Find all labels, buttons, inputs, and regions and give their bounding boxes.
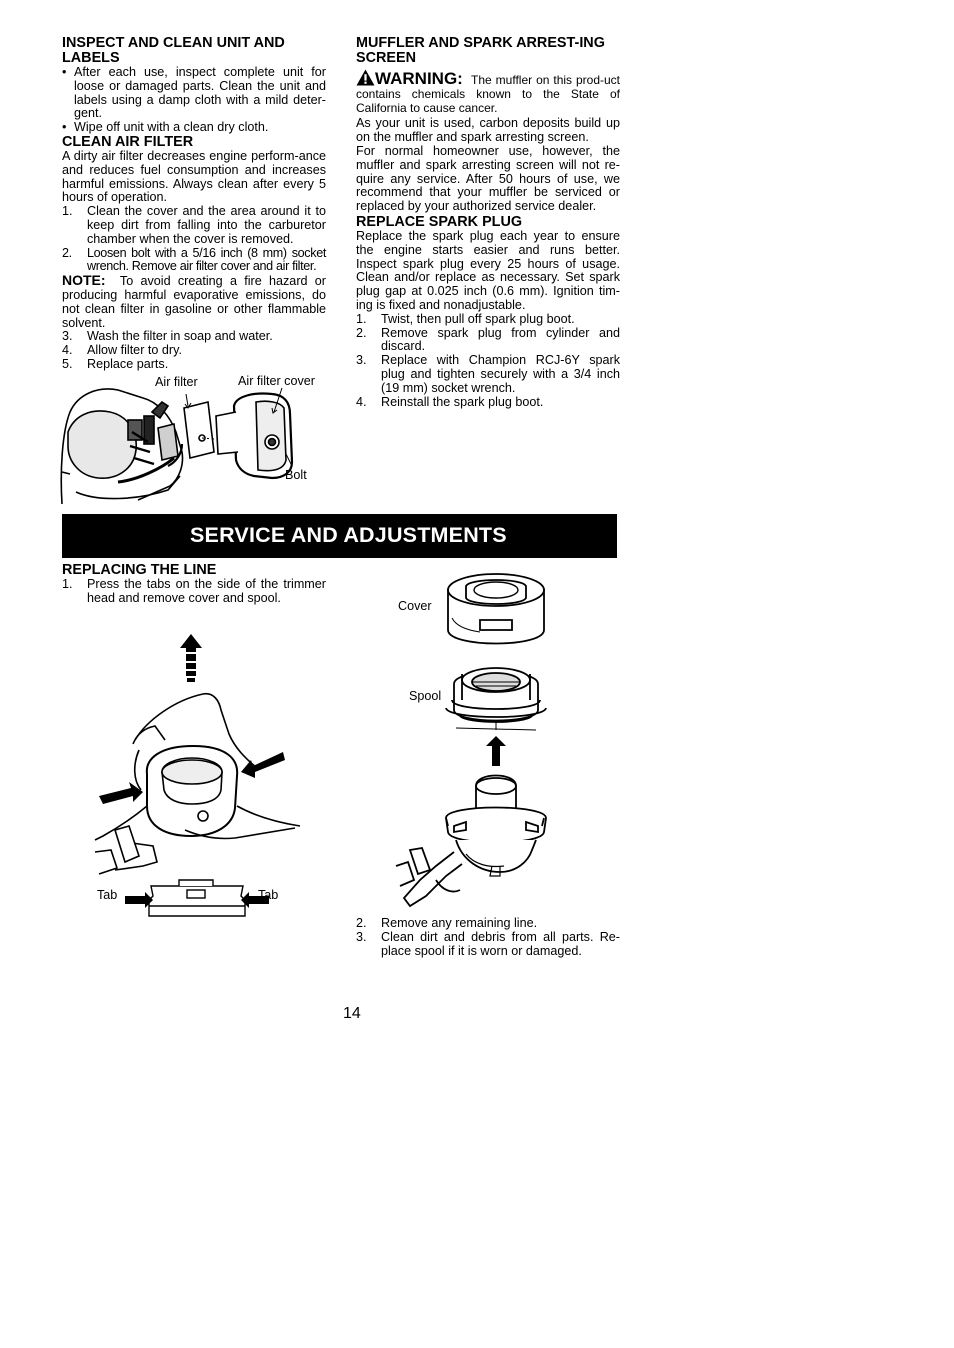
list-item: 5. Replace parts. bbox=[62, 356, 169, 371]
warning-label: WARNING: bbox=[375, 69, 463, 88]
muffler-para-2: For normal homeowner use, however, the muffler and spark arresting screen will not re-quire any service. After 50 hours of use, we recommend that your muffler be serviced or replaced by your authorized service dealer. bbox=[356, 143, 620, 214]
section-banner bbox=[62, 514, 617, 558]
replacing-line-step-1 bbox=[62, 578, 326, 606]
air-filter-label: Air filter bbox=[155, 375, 198, 389]
air-filter-steps-continued bbox=[62, 330, 326, 371]
section-title: SERVICE AND ADJUSTMENTS bbox=[190, 523, 507, 547]
left-column bbox=[62, 36, 326, 372]
list-item: 2. Remove any remaining line. bbox=[356, 916, 538, 930]
spark-plug-intro: Replace the spark plug each year to ensure the engine starts easier and runs better. Inspect spark plug every 25 hours of usage. Clean and/or replace as necessary. Set spark plug gap at 0.025 inch (0.6 mm). Ignition tim-ing is fixed and nonadjustable. bbox=[356, 228, 620, 312]
air-filter-intro: A dirty air filter decreases engine perform-ance and reduces fuel consumption and increases harmful emissions. Always clean after every 5 hours of operation. bbox=[62, 148, 326, 205]
air-filter-heading: CLEAN AIR FILTER bbox=[62, 133, 194, 150]
list-item: 1. Twist, then pull off spark plug boot. bbox=[356, 311, 575, 326]
muffler-heading: MUFFLER AND SPARK ARREST-ING SCREEN bbox=[356, 35, 605, 66]
tab-right-label: Tab bbox=[258, 888, 279, 902]
replacing-line-steps bbox=[356, 917, 620, 958]
page-number: 14 bbox=[343, 1005, 361, 1022]
list-item: 1. Clean the cover and the area around it to keep dirt from falling into the carburetor chamber when the cover is removed. bbox=[62, 204, 326, 246]
cover-spool-illustration bbox=[396, 560, 576, 908]
list-item: 2. Loosen bolt with a 5/16 inch (8 mm) socket wrench. Remove air filter cover and air filter. bbox=[62, 245, 326, 274]
list-item: • After each use, inspect complete unit for loose or damaged parts. Clean the unit and labels using a damp cloth with a mild deter-gent. bbox=[62, 66, 326, 121]
bolt-label: Bolt bbox=[285, 468, 307, 482]
air-filter-illustration bbox=[58, 372, 333, 504]
cover-label: Cover bbox=[398, 599, 432, 613]
inspect-list bbox=[62, 66, 326, 135]
list-item: 3. Clean dirt and debris from all parts. Re-place spool if it is worn or damaged. bbox=[356, 929, 620, 958]
trimmer-head-illustration bbox=[95, 630, 300, 930]
warning-paragraph bbox=[356, 69, 620, 115]
inspect-heading: INSPECT AND CLEAN UNIT AND LABELS bbox=[62, 35, 285, 66]
spark-plug-heading: REPLACE SPARK PLUG bbox=[356, 213, 523, 230]
list-item: 1. Press the tabs on the side of the trimmer head and remove cover and spool. bbox=[62, 577, 326, 605]
list-item: 4. Allow filter to dry. bbox=[62, 343, 182, 358]
muffler-para-1: As your unit is used, carbon deposits build up on the muffler and spark arresting screen. bbox=[356, 116, 620, 145]
tab-left-label: Tab bbox=[97, 888, 118, 902]
air-filter-drawing bbox=[58, 372, 333, 504]
right-column bbox=[356, 36, 620, 409]
list-item: 3. Replace with Champion RCJ-6Y spark plug and tighten securely with a 3/4 inch (19 mm) socket wrench. bbox=[356, 353, 620, 395]
list-item: 3. Wash the filter in soap and water. bbox=[62, 329, 273, 344]
spark-plug-steps bbox=[356, 313, 620, 410]
air-filter-steps bbox=[62, 205, 326, 274]
spool-label: Spool bbox=[409, 689, 442, 703]
replacing-line-section bbox=[62, 563, 326, 606]
air-filter-cover-label: Air filter cover bbox=[238, 374, 315, 388]
warning-text: The muffler on this prod-uct contains chemicals known to the State of California to cause cancer. bbox=[356, 73, 620, 115]
note-paragraph: NOTE: To avoid creating a fire hazard or producing harmful evaporative emissions, do not clean filter in gasoline or other flammable solvent. bbox=[62, 272, 326, 330]
warning-triangle-icon bbox=[356, 69, 375, 86]
note-label: NOTE: bbox=[62, 272, 106, 289]
replacing-line-steps-continued bbox=[356, 917, 620, 958]
list-item: 2. Remove spark plug from cylinder and discard. bbox=[356, 325, 620, 354]
trimmer-head-drawing bbox=[95, 630, 300, 930]
list-item: • Wipe off unit with a clean dry cloth. bbox=[62, 121, 326, 135]
list-item: 4. Reinstall the spark plug boot. bbox=[356, 394, 544, 409]
replacing-line-heading: REPLACING THE LINE bbox=[62, 562, 217, 578]
